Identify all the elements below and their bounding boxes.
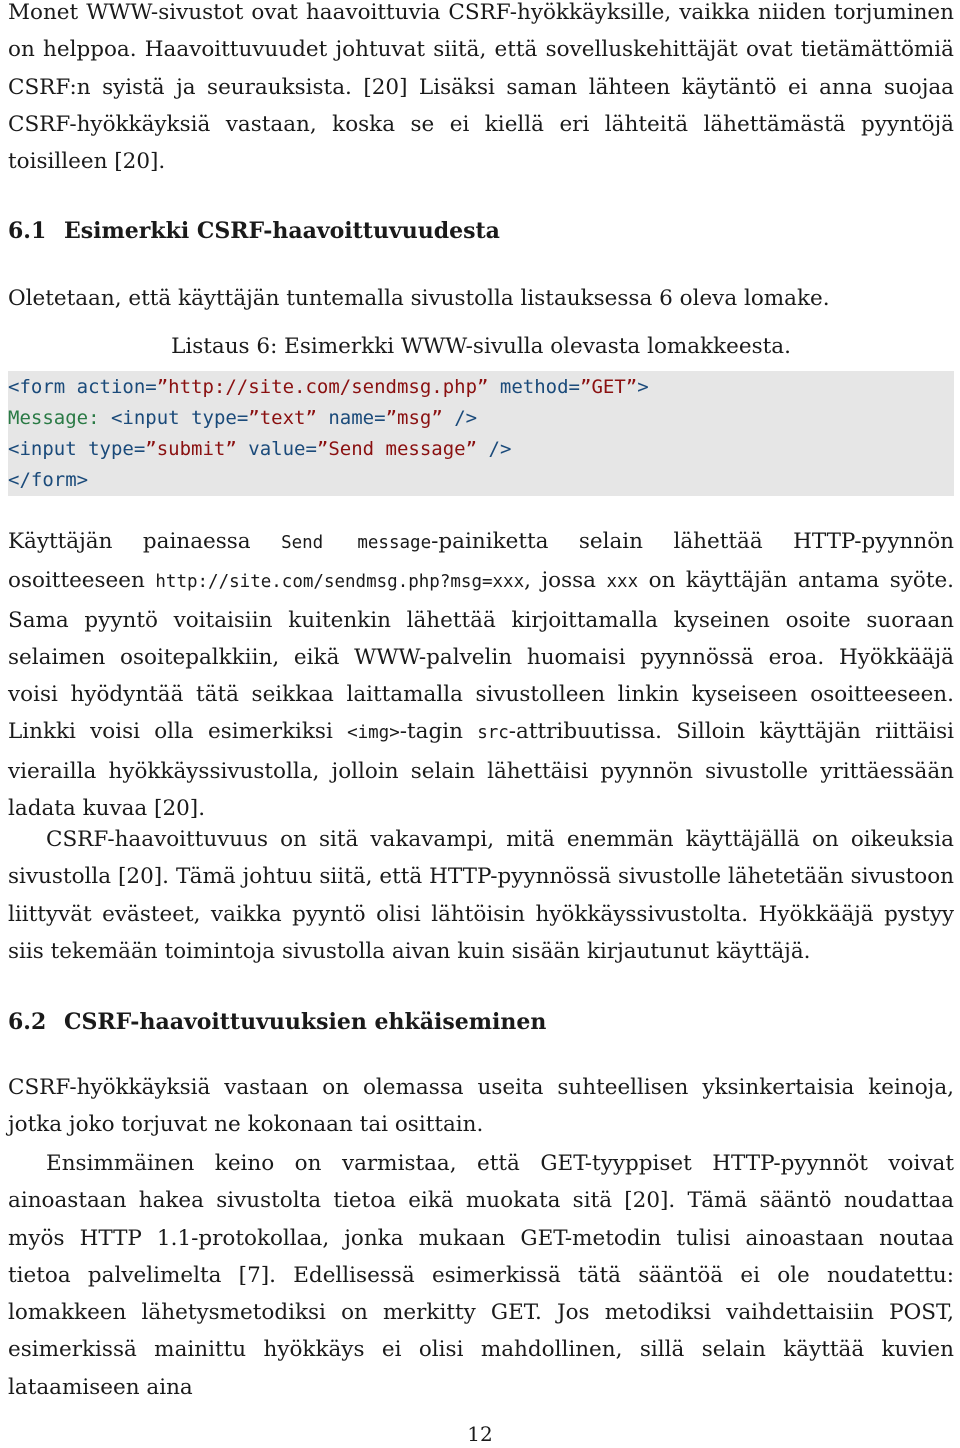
page-number: 12 — [467, 1422, 493, 1446]
code-line-1 — [8, 376, 649, 398]
paragraph-top: Monet WWW-sivustot ovat haavoittuvia CSRF-hyökkäyksille, vaikka niiden torjuminen on helppoa. Haavoittuvuudet johtuvat siitä, että sovelluskehittäjät ovat tietämättömiä CSRF:n syistä ja seurauksista. [20] Lisäksi saman lähteen käytäntö ei anna suojaa CSRF-hyökkäyksiä vastaan, koska se ei kiellä eri lähteitä lähettämästä pyyntöjä toisilleen [20]. — [8, 0, 954, 175]
code-token: > — [637, 376, 649, 398]
code-token: ”submit” — [145, 438, 237, 460]
intro-paragraph: Oletetaan, että käyttäjän tuntemalla sivustolla listauksessa 6 oleva lomake. — [8, 286, 830, 311]
text-run: Käyttäjän painaessa — [8, 529, 282, 554]
text-run: -painiketta selain lähettää HTTP-pyynnön osoitteeseen — [8, 529, 955, 594]
code-token: <input — [110, 407, 180, 429]
section-heading-6-1 — [8, 218, 500, 244]
code-token: method= — [499, 376, 580, 398]
code-token: ”Send message” — [316, 438, 478, 460]
code-token: action= — [76, 376, 157, 398]
text-run: on käyttäjän antama syöte. Sama pyyntö voitaisiin kuitenkin lähettää kirjoittamalla kyseinen osoite suoraan selaimen osoitepalkkiin, eikä WWW-palvelin huomaisi pyynnössä eroa. Hyökkääjä voisi hyödyntää tätä seikkaa laittamalla sivustolleen linkin kyseiseen osoitteeseen. Linkki voisi olla esimerkiksi — [8, 568, 955, 745]
code-token: </form> — [8, 469, 89, 491]
code-token: /> — [454, 407, 478, 429]
section-number: 6.1 — [8, 218, 47, 244]
code-token: /> — [488, 438, 512, 460]
code-line-3 — [8, 438, 511, 460]
code-token: ”msg” — [385, 407, 443, 429]
code-token: <form — [8, 376, 66, 398]
code-listing — [8, 371, 954, 496]
code-line-4 — [8, 469, 88, 491]
section-title: CSRF-haavoittuvuuksien ehkäiseminen — [64, 1009, 547, 1035]
section-title: Esimerkki CSRF-haavoittuvuudesta — [64, 218, 500, 244]
code-token: name= — [328, 407, 386, 429]
code-token: Message: — [8, 407, 100, 429]
paragraph-prevention-intro: CSRF-hyökkäyksiä vastaan on olemassa useita suhteellisen yksinkertaisia keinoja, jotka joko torjuvat ne kokonaan tai osittain. — [8, 1075, 954, 1138]
code-token: type= — [88, 438, 146, 460]
text-run: -attribuutissa. Silloin käyttäjän riittäisi vierailla hyökkäyssivustolla, jolloin selain lähettäisi pyynnön sivustolle yrittäessään ladata kuvaa [20]. — [8, 719, 955, 822]
text-run: , jossa — [524, 568, 607, 594]
code-token: value= — [248, 438, 317, 460]
code-token: ”text” — [248, 407, 317, 429]
code-token: <input — [8, 438, 77, 460]
text-run: -tagin — [399, 719, 478, 745]
inline-code: <img> — [347, 723, 400, 744]
inline-code: xxx — [606, 572, 639, 593]
inline-code: Send message — [281, 533, 432, 553]
inline-code: http://site.com/sendmsg.php?msg=xxx — [155, 572, 525, 593]
paragraph-after-listing — [8, 523, 954, 827]
paragraph-severity: CSRF-haavoittuvuus on sitä vakavampi, mitä enemmän käyttäjällä on oikeuksia sivustolla [20]. Tämä johtuu siitä, että HTTP-pyynnössä sivustolle lähetetään sivustoon liittyvät evästeet, vaikka pyyntö olisi lähtöisin hyökkäyssivustolta. Hyökkääjä pystyy siis tekemään toimintoja sivustolla aivan kuin sisään kirjautunut käyttäjä. — [8, 827, 954, 964]
code-line-2 — [8, 407, 477, 429]
listing-caption: Listaus 6: Esimerkki WWW-sivulla olevasta lomakkeesta. — [171, 334, 791, 359]
inline-code: src — [477, 723, 509, 744]
code-token: ”GET” — [580, 376, 638, 398]
paragraph-get-rule: Ensimmäinen keino on varmistaa, että GET-tyyppiset HTTP-pyynnöt voivat ainoastaan hakea sivustolta tietoa eikä muokata sitä [20]. Tämä sääntö noudattaa myös HTTP 1.1-protokollaa, jonka mukaan GET-metodin tulisi ainoastaan noutaa tietoa palvelimelta [7]. Edellisessä esimerkissä tätä sääntöä ei ole noudatettu: lomakkeen lähetysmetodiksi on merkitty GET. Jos metodiksi vaihdettaisiin POST, esimerkissä mainittu hyökkäys ei olisi mahdollinen, sillä selain käyttää kuvien lataamiseen aina — [8, 1151, 954, 1400]
code-token: ”http://site.com/sendmsg.php” — [156, 376, 489, 398]
code-token: type= — [191, 407, 249, 429]
section-number: 6.2 — [8, 1009, 47, 1035]
section-heading-6-2 — [8, 1009, 546, 1035]
